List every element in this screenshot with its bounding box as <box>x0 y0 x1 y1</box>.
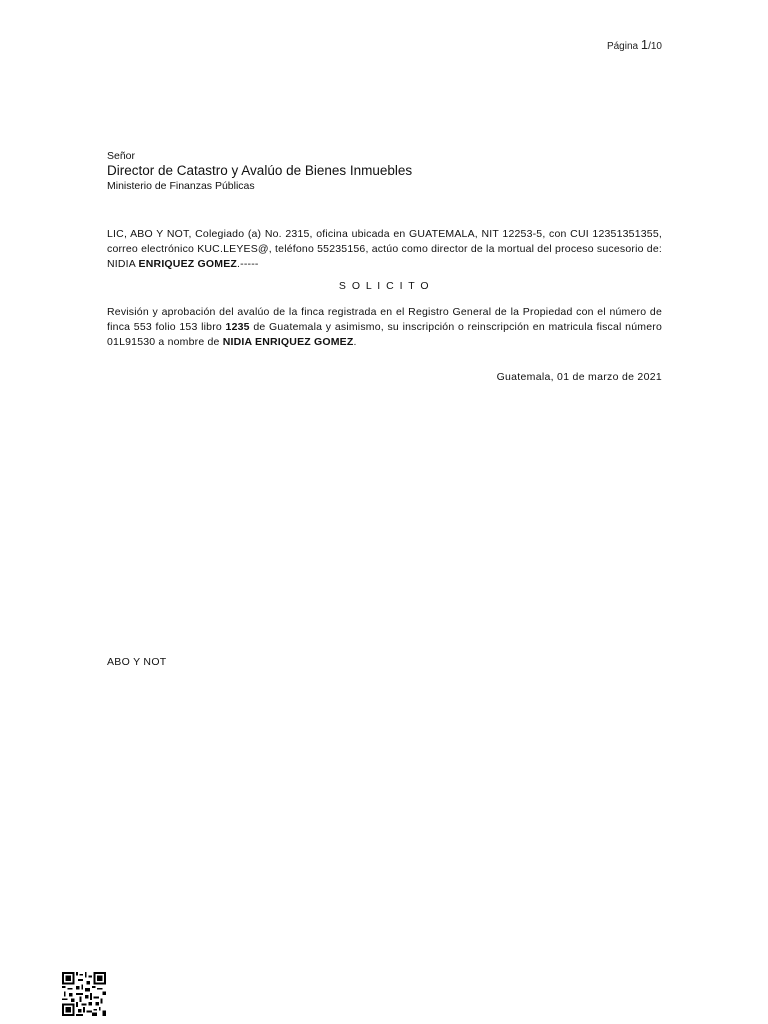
signature: ABO Y NOT <box>107 656 167 668</box>
libro-number: 1235 <box>225 321 250 333</box>
recipient-organization: Ministerio de Finanzas Públicas <box>107 180 255 192</box>
paragraph1-text-a: LIC, ABO Y NOT, Colegiado (a) No. 2315, oficina ubicada en GUATEMALA, NIT 12253-5, con CUI 12351351355, correo electrónico KUC.LEYES@, teléfono 55235156, actúo como director de la mortual del proceso sucesorio de: NIDIA <box>107 228 662 270</box>
paragraph2-text-b: de Guatemala y asimismo, su inscripción o reinscripción en matricula fiscal número 01L91530 a nombre de <box>107 321 662 348</box>
page-total: 10 <box>650 41 662 52</box>
page-separator: / <box>648 41 651 52</box>
addressee-block <box>107 150 667 192</box>
salutation: Señor <box>107 150 136 162</box>
page-label: Página <box>606 41 639 52</box>
page-current: 1 <box>640 37 649 52</box>
owner-name: NIDIA ENRIQUEZ GOMEZ <box>222 336 354 348</box>
dateline: Guatemala, 01 de marzo de 2021 <box>496 371 662 383</box>
qr-code-icon <box>62 972 106 1016</box>
recipient-title: Director de Catastro y Avalúo de Bienes Inmuebles <box>107 163 413 178</box>
paragraph2-text-c: . <box>353 336 357 348</box>
paragraph1-text-b: .----- <box>237 258 259 270</box>
deceased-surname: ENRIQUEZ GOMEZ <box>138 258 238 270</box>
solicito-heading: S O L I C I T O <box>338 280 431 292</box>
request-paragraph <box>107 305 662 350</box>
page-indicator <box>607 37 662 52</box>
requester-paragraph <box>107 227 662 272</box>
paragraph2-text-a: Revisión y aprobación del avalúo de la finca registrada en el Registro General de la Propiedad con el número de finca 553 folio 153 libro <box>107 306 662 333</box>
